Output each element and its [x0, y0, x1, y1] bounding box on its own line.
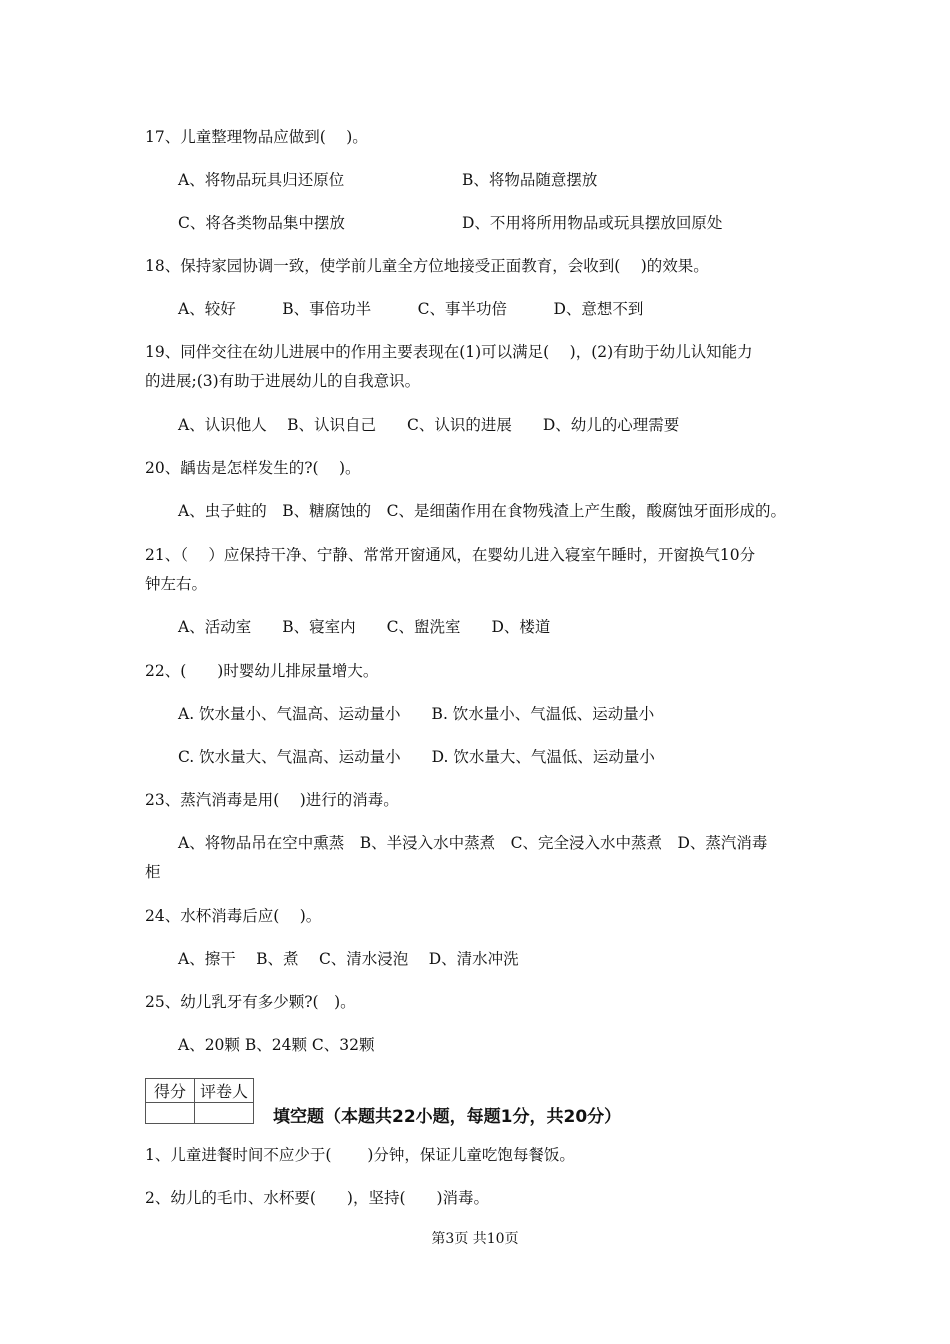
- question-19-stem-line2: 的进展;(3)有助于进展幼儿的自我意识。: [145, 372, 421, 390]
- grader-label: 评卷人: [195, 1079, 254, 1103]
- question-23-stem: 23、蒸汽消毒是用( )进行的消毒。: [145, 791, 399, 809]
- question-21-options: A、活动室 B、寝室内 C、盥洗室 D、楼道: [178, 618, 551, 636]
- question-19-stem-line1: 19、同伴交往在幼儿进展中的作用主要表现在(1)可以满足( )，(2)有助于幼儿认知能力: [145, 343, 753, 361]
- question-21-stem-line2: 钟左右。: [145, 575, 208, 593]
- question-25-stem: 25、幼儿乳牙有多少颗?( )。: [145, 993, 356, 1011]
- score-label: 得分: [146, 1079, 195, 1103]
- score-cell: [146, 1103, 195, 1124]
- fill-question-2: 2、幼儿的毛巾、水杯要( )，坚持( )消毒。: [145, 1189, 490, 1207]
- question-18-stem: 18、保持家园协调一致，使学前儿童全方位地接受正面教育，会收到( )的效果。: [145, 257, 709, 275]
- question-17-options-row1: [178, 170, 598, 190]
- question-21-stem-line1: 21、（ ）应保持干净、宁静、常常开窗通风，在婴幼儿进入寝室午睡时，开窗换气10分: [145, 546, 756, 564]
- question-17-stem: 17、儿童整理物品应做到( )。: [145, 128, 368, 146]
- page-footer: 第3页 共10页: [431, 1231, 519, 1247]
- question-22-options-row2: C. 饮水量大、气温高、运动量小 D. 饮水量大、气温低、运动量小: [178, 748, 655, 766]
- fill-question-1: 1、儿童进餐时间不应少于( )分钟，保证儿童吃饱每餐饭。: [145, 1146, 575, 1164]
- question-22-options-row1: A. 饮水量小、气温高、运动量小 B. 饮水量小、气温低、运动量小: [178, 705, 655, 723]
- question-17-option-a: A、将物品玩具归还原位: [178, 171, 345, 189]
- question-24-options: A、擦干 B、煮 C、清水浸泡 D、清水冲洗: [178, 950, 519, 968]
- question-17-options-row2: [178, 213, 723, 233]
- question-18-options: A、较好 B、事倍功半 C、事半功倍 D、意想不到: [178, 300, 644, 318]
- question-17-option-c: C、将各类物品集中摆放: [178, 214, 345, 232]
- question-19-options: A、认识他人 B、认识自己 C、认识的进展 D、幼儿的心理需要: [178, 416, 680, 434]
- section-title: 填空题（本题共22小题，每题1分，共20分）: [273, 1107, 622, 1127]
- question-23-options: A、将物品吊在空中熏蒸 B、半浸入水中蒸煮 C、完全浸入水中蒸煮 D、蒸汽消毒: [178, 834, 768, 852]
- grader-cell: [195, 1103, 254, 1124]
- question-17-option-b: B、将物品随意摆放: [462, 171, 598, 189]
- question-20-stem: 20、龋齿是怎样发生的?( )。: [145, 459, 361, 477]
- score-box: [145, 1078, 254, 1124]
- question-23-options-wrap: 柜: [145, 863, 161, 881]
- question-17-option-d: D、不用将所用物品或玩具摆放回原处: [462, 214, 723, 232]
- question-24-stem: 24、水杯消毒后应( )。: [145, 907, 322, 925]
- question-20-options: A、虫子蛀的 B、糖腐蚀的 C、是细菌作用在食物残渣上产生酸，酸腐蚀牙面形成的。: [178, 502, 786, 520]
- question-22-stem: 22、( )时婴幼儿排尿量增大。: [145, 662, 379, 680]
- question-25-options: A、20颗 B、24颗 C、32颗: [178, 1036, 375, 1054]
